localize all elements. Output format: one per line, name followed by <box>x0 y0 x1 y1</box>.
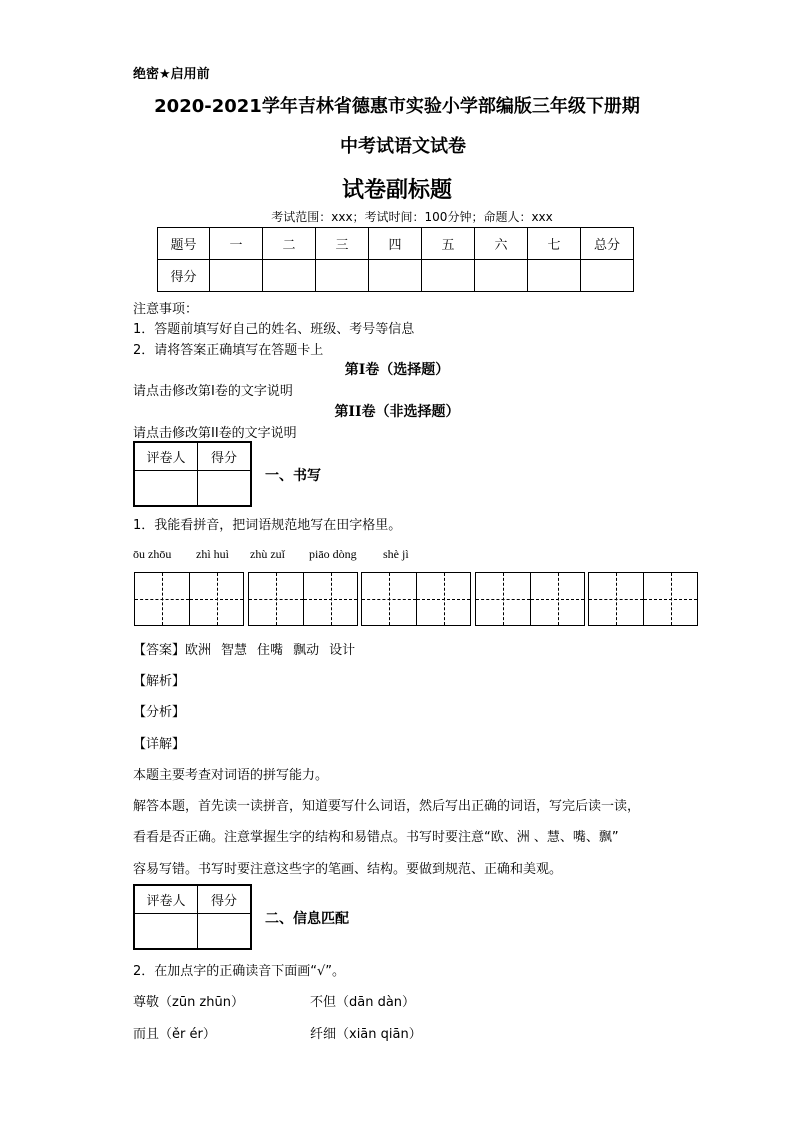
score-input-cell <box>581 260 634 292</box>
part2-heading: 第II卷（非选择题） <box>334 404 460 420</box>
score-input-cell <box>475 260 528 292</box>
answer-label: 【答案】 <box>133 643 186 658</box>
part1-description[interactable]: 请点击修改第I卷的文字说明 <box>133 384 293 399</box>
tianzige-group-1[interactable] <box>134 572 244 626</box>
notes-item-2: 2．请将答案正确填写在答题卡上 <box>133 343 324 358</box>
score-cell: 六 <box>475 228 528 260</box>
part2-description[interactable]: 请点击修改第II卷的文字说明 <box>133 426 297 441</box>
tianzige-group-2[interactable] <box>248 572 358 626</box>
tianzige-group-3[interactable] <box>361 572 471 626</box>
score-cell: 一 <box>210 228 263 260</box>
answer-line <box>133 639 365 658</box>
score-input-cell <box>210 260 263 292</box>
score-input-cell <box>528 260 581 292</box>
explanation-p2: 解答本题，首先读一读拼音，知道要写什么词语，然后写出正确的词语，写完后读一读， <box>133 799 641 814</box>
score-cell: 总分 <box>581 228 634 260</box>
tianzige-group-4[interactable] <box>475 572 585 626</box>
detail-label: 【详解】 <box>133 737 186 752</box>
tianzige-cell[interactable] <box>643 573 697 625</box>
tianzige-cell[interactable] <box>416 573 470 625</box>
confidential-mark: 绝密★启用前 <box>133 67 210 82</box>
score-input-cell <box>263 260 316 292</box>
section2-title: 二、信息匹配 <box>265 911 349 927</box>
pinyin-4: piāo dòng <box>309 547 357 561</box>
grader-reviewer-label: 评卷人 <box>134 442 198 471</box>
score-row-label: 得分 <box>158 260 210 292</box>
pinyin-5: shè jì <box>383 547 409 561</box>
reading-item: 纤细（xiān qiān） <box>310 1027 422 1042</box>
tianzige-cell[interactable] <box>135 573 189 625</box>
tianzige-cell[interactable] <box>476 573 530 625</box>
grader-score-cell <box>198 471 252 507</box>
tianzige-cell[interactable] <box>362 573 416 625</box>
pinyin-3: zhù zuǐ <box>250 547 285 561</box>
question-1: 1．我能看拼音，把词语规范地写在田字格里。 <box>133 518 402 533</box>
pinyin-1: ōu zhōu <box>133 547 172 561</box>
explanation-p3: 看看是否正确。注意掌握生字的结构和易错点。书写时要注意“欧、洲 、慧、嘴、飘” <box>133 830 619 845</box>
grader-reviewer-label: 评卷人 <box>134 885 198 914</box>
exam-meta: 考试范围：xxx；考试时间：100分钟；命题人：xxx <box>271 210 553 224</box>
score-cell: 三 <box>316 228 369 260</box>
exam-subtitle: 试卷副标题 <box>341 178 452 203</box>
notes-item-1: 1．答题前填写好自己的姓名、班级、考号等信息 <box>133 322 415 337</box>
score-cell: 四 <box>369 228 422 260</box>
grader-box-2 <box>133 884 252 950</box>
score-cell: 二 <box>263 228 316 260</box>
score-input-cell <box>422 260 475 292</box>
question-2: 2．在加点字的正确读音下面画“√”。 <box>133 964 346 979</box>
reading-item: 不但（dān dàn） <box>310 995 416 1010</box>
tianzige-cell[interactable] <box>303 573 357 625</box>
grader-box-1 <box>133 441 252 507</box>
answer-word: 欧洲 <box>185 643 212 658</box>
score-table <box>157 227 634 292</box>
grader-score-label: 得分 <box>198 442 252 471</box>
answer-word: 设计 <box>329 643 356 658</box>
section1-title: 一、书写 <box>265 468 321 484</box>
score-input-cell <box>316 260 369 292</box>
score-table-header-row <box>158 228 634 260</box>
exam-title-line1: 2020-2021学年吉林省德惠市实验小学部编版三年级下册期 <box>154 96 640 117</box>
pinyin-2: zhì huì <box>196 547 229 561</box>
answer-word: 飘动 <box>293 643 320 658</box>
score-input-cell <box>369 260 422 292</box>
tianzige-cell[interactable] <box>589 573 643 625</box>
score-cell: 五 <box>422 228 475 260</box>
reading-item: 而且（ěr ér） <box>133 1027 216 1042</box>
tianzige-group-5[interactable] <box>588 572 698 626</box>
tianzige-cell[interactable] <box>189 573 243 625</box>
grader-score-cell <box>198 914 252 950</box>
answer-word: 住嘴 <box>257 643 284 658</box>
score-cell: 七 <box>528 228 581 260</box>
grader-reviewer-cell <box>134 471 198 507</box>
explanation-p1: 本题主要考查对词语的拼写能力。 <box>133 768 329 783</box>
score-cell: 题号 <box>158 228 210 260</box>
answer-word: 智慧 <box>221 643 248 658</box>
tianzige-cell[interactable] <box>249 573 303 625</box>
exam-title-line2: 中考试语文试卷 <box>340 136 466 157</box>
fenxi-label: 【分析】 <box>133 705 186 720</box>
analysis-label: 【解析】 <box>133 674 186 689</box>
explanation-p4: 容易写错。书写时要注意这些字的笔画、结构。要做到规范、正确和美观。 <box>133 862 563 877</box>
tianzige-cell[interactable] <box>530 573 584 625</box>
grader-reviewer-cell <box>134 914 198 950</box>
notes-heading: 注意事项： <box>133 302 199 317</box>
reading-item: 尊敬（zūn zhūn） <box>133 995 244 1010</box>
score-table-score-row <box>158 260 634 292</box>
grader-score-label: 得分 <box>198 885 252 914</box>
part1-heading: 第I卷（选择题） <box>344 362 450 378</box>
